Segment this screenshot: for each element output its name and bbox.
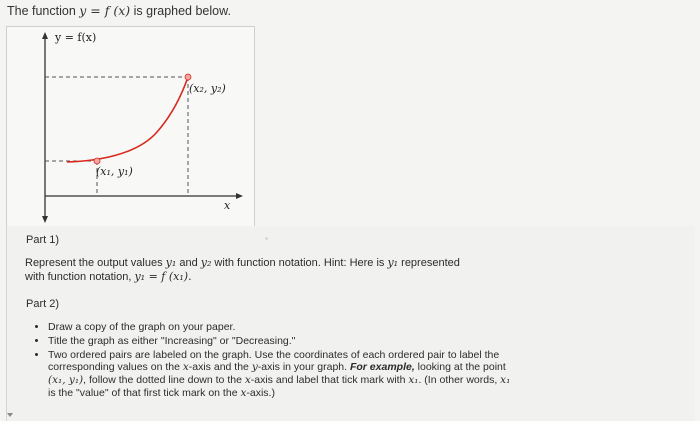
x-symbol: x	[244, 374, 251, 387]
part2-heading: Part 2)	[26, 298, 60, 310]
task3-text-1: Two ordered pairs are labeled on the graph. Use the coordinates of each ordered pair to label the corresponding values on the	[48, 348, 500, 374]
function-expression: y = f (x)	[79, 3, 131, 18]
function-curve	[67, 77, 188, 162]
y2-symbol: y₂	[200, 256, 212, 269]
task3-text-5: , follow the dotted line down to the	[83, 374, 245, 387]
part1-text-c: with function notation. Hint: Here is	[211, 257, 388, 269]
part1-text	[25, 256, 485, 284]
task-item	[48, 349, 518, 400]
task3-text-6: -axis and label that tick mark with	[250, 374, 409, 387]
point-1-reference: (x₁, y₁)	[48, 374, 84, 387]
x-axis-arrow	[236, 193, 243, 199]
task-item: • Title the graph as either "Increasing" or "Decreasing."	[48, 335, 518, 348]
task-item: • Draw a copy of the graph on your paper.	[48, 321, 518, 334]
x-symbol: x	[240, 386, 247, 399]
part2-task-list	[24, 321, 518, 401]
y-axis-label: y = f(x)	[55, 31, 97, 44]
x1-symbol: x₁	[500, 374, 511, 387]
y-symbol: y	[251, 361, 258, 374]
part1-text-e: with function notation,	[25, 271, 135, 283]
part1-heading: Part 1)	[26, 234, 60, 246]
intro-prefix: The function	[7, 4, 80, 18]
point-1-label: (x₁, y₁)	[96, 165, 133, 178]
y-axis-arrow-top	[42, 32, 48, 39]
function-notation-example: y₁ = f (x₁).	[134, 270, 192, 283]
point-2	[185, 74, 191, 80]
task3-text-9: -axis.)	[246, 386, 275, 399]
y-axis-arrow-bottom	[42, 216, 48, 223]
spinner-dot-icon	[265, 237, 268, 240]
scroll-down-arrow-icon[interactable]	[7, 413, 13, 417]
function-graph	[6, 26, 255, 228]
point-1	[94, 158, 100, 164]
part1-text-d: represented	[398, 257, 460, 269]
x-symbol: x	[182, 361, 189, 374]
x1-symbol: x₁	[408, 374, 419, 387]
part1-text-b: and	[176, 257, 201, 269]
task3-text-7: . (In other words,	[418, 374, 501, 387]
task3-text-2: -axis and the	[188, 361, 252, 374]
graph-svg	[7, 27, 254, 227]
example-label: For example,	[349, 361, 415, 374]
task3-text-3: -axis in your graph.	[257, 361, 350, 374]
intro-text	[7, 3, 231, 18]
x-axis-label: x	[224, 199, 231, 212]
y1-symbol-hint: y₁	[387, 256, 399, 269]
task3-text-8: is the "value" of that first tick mark on the	[48, 386, 241, 399]
question-content	[6, 226, 695, 421]
task3-text-4: looking at the point	[414, 361, 506, 374]
intro-suffix: is graphed below.	[130, 4, 231, 18]
part1-text-a: Represent the output values	[25, 257, 166, 269]
point-2-label: (x₂, y₂)	[189, 82, 226, 95]
y1-symbol: y₁	[165, 256, 177, 269]
